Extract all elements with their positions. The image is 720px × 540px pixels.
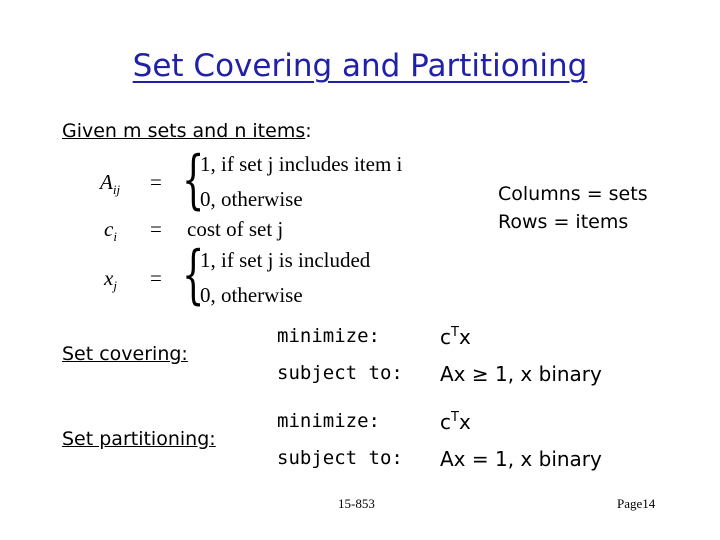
set-covering-label: Set covering: <box>62 343 188 365</box>
covering-constraint: Ax ≥ 1, x binary <box>440 362 602 386</box>
c-symbol: c <box>104 217 114 241</box>
c-subscript: i <box>113 229 117 245</box>
a-equals: = <box>150 170 162 194</box>
x-symbol: x <box>104 266 114 290</box>
intro-phrase: Given m sets and n items <box>62 120 306 142</box>
covering-objective-sup: T <box>451 325 459 340</box>
set-partitioning-label: Set partitioning: <box>62 428 216 450</box>
note-columns: Columns = sets <box>498 183 648 205</box>
covering-objective <box>440 325 471 349</box>
a-symbol: A <box>100 170 113 194</box>
x-j-symbol <box>104 266 117 294</box>
a-brace: { <box>182 143 205 217</box>
c-i-symbol <box>104 217 117 245</box>
a-subscript: ij <box>112 182 121 198</box>
x-case-included: 1, if set j is included <box>200 248 371 272</box>
partitioning-subject-keyword: subject to: <box>277 447 403 469</box>
note-rows: Rows = items <box>498 211 629 233</box>
a-case-includes: 1, if set j includes item i <box>200 152 403 176</box>
footer-page-number: Page14 <box>617 496 656 511</box>
covering-subject-keyword: subject to: <box>277 362 403 384</box>
partitioning-objective <box>440 410 471 434</box>
covering-objective-base: c <box>440 325 451 349</box>
partitioning-constraint: Ax = 1, x binary <box>440 447 602 471</box>
partitioning-minimize-keyword: minimize: <box>277 410 380 432</box>
covering-minimize-keyword: minimize: <box>277 325 380 347</box>
partitioning-objective-var: x <box>458 410 471 434</box>
footer-course: 15-853 <box>338 496 375 511</box>
intro-colon: : <box>305 120 312 142</box>
partitioning-objective-sup: T <box>451 410 459 425</box>
partitioning-objective-base: c <box>440 410 451 434</box>
c-equals: = <box>150 217 162 241</box>
slide-title: Set Covering and Partitioning <box>132 48 588 84</box>
a-case-otherwise: 0, otherwise <box>200 187 303 211</box>
x-brace: { <box>182 238 205 312</box>
c-cost: cost of set j <box>187 217 284 241</box>
x-equals: = <box>150 266 162 290</box>
a-ij-symbol <box>100 170 120 198</box>
x-subscript: j <box>113 278 117 294</box>
intro-text <box>62 120 312 142</box>
x-case-otherwise: 0, otherwise <box>200 283 303 307</box>
covering-objective-var: x <box>458 325 471 349</box>
